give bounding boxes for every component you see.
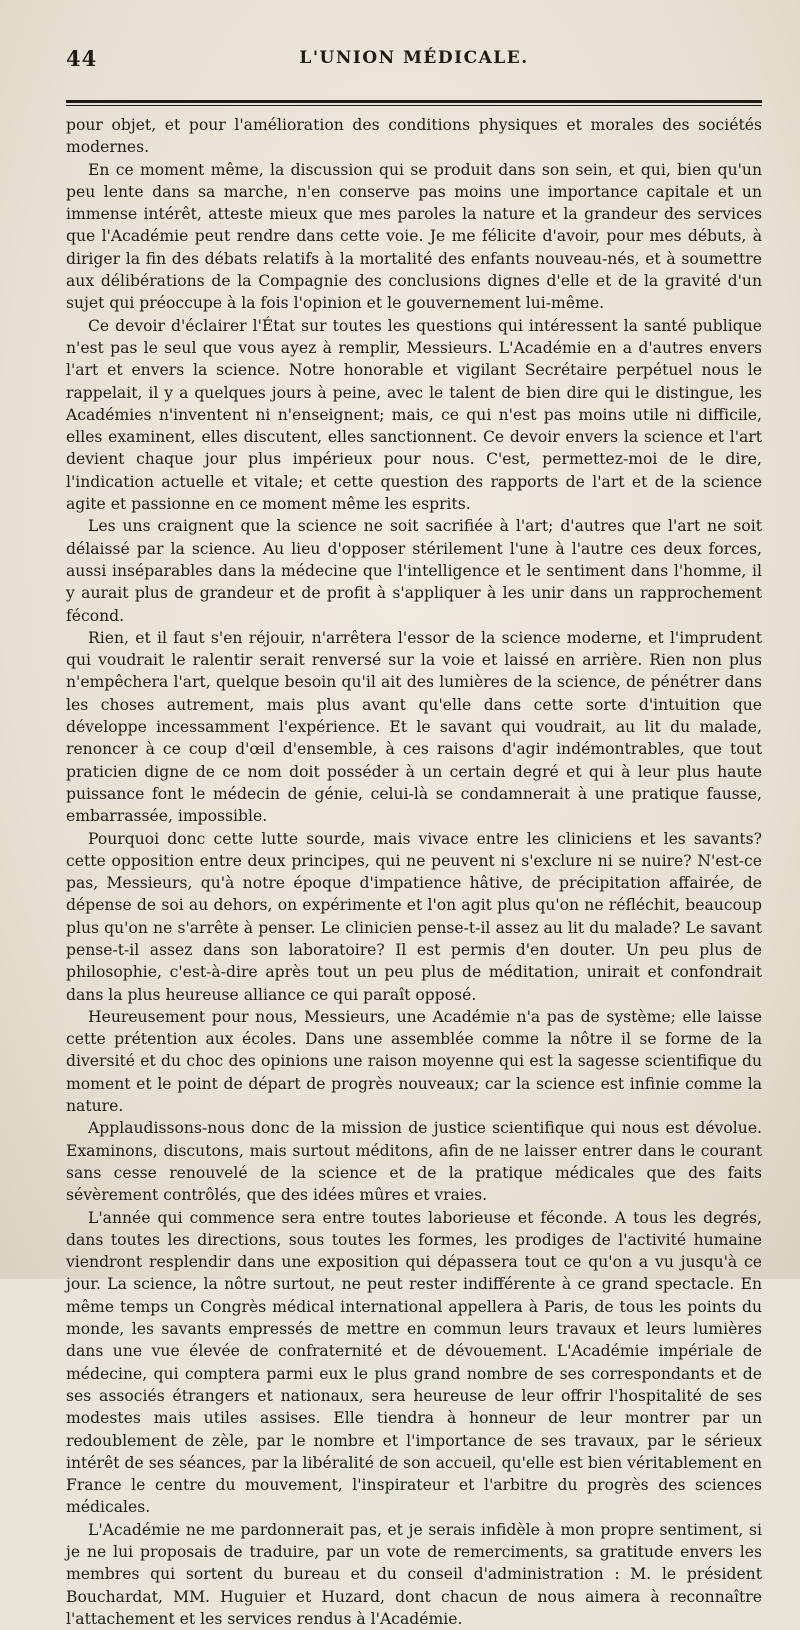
paragraph: Ce devoir d'éclairer l'État sur toutes les questions qui intéressent la santé publique n'est pas le seul que vous ayez à remplir, Messieurs. L'Académie en a d'autres envers l'art et envers la science. Notre honorable et vigilant Secrétaire perpétuel nous le rappelait, il y a quelques jours à peine, avec le talent de bien dire qui le distingue, les Académies n'inventent ni n'enseignent; mais, ce qui n'est pas moins utile ni difficile, elles examinent, elles discutent, elles sanctionnent. Ce devoir envers la science et l'art devient chaque jour plus impérieux pour nous. C'est, permettez-moi de le dire, l'indication actuelle et vitale; et cette question des rapports de l'art et de la science agite et passionne en ce moment même les esprits. [66,316,762,514]
page-header [66,36,762,71]
paragraph: L'Académie ne me pardonnerait pas, et je serais infidèle à mon propre sentiment, si je ne lui proposais de traduire, par un vote de remerciments, sa gratitude envers les membres qui sortent du bureau et du conseil d'administration : M. le président Bouchardat, MM. Huguier et Huzard, dont chacun de nous aimera à reconnaître l'attachement et les services rendus à l'Académie. [66,1520,762,1628]
paragraph: L'année qui commence sera entre toutes laborieuse et féconde. A tous les degrés, dans toutes les directions, sous toutes les formes, les prodiges de l'activité humaine viendront resplendir dans une exposition qui dépassera tout ce qu'on a vu jusqu'à ce jour. La science, la nôtre surtout, ne peut rester indifférente à ce grand spectacle. En même temps un Congrès médical international appellera à Paris, de tous les points du monde, les savants empressés de mettre en commun leurs travaux et leurs lumières dans une vue élevée de confraternité et de dévouement. L'Académie impériale de médecine, qui comptera parmi eux le plus grand nombre de ses correspondants et de ses associés étrangers et nationaux, sera heureuse de leur offrir l'hospitalité de ses modestes mais utiles assises. Elle tiendra à honneur de leur montrer par un redoublement de zèle, par le nombre et l'importance de ses travaux, par le sérieux intérêt de ses séances, par la libéralité de son accueil, qu'elle est bien véritablement en France le centre du mouvement, l'inspirateur et l'arbitre du progrès des sciences médicales. [66,1208,762,1517]
paragraph: Les uns craignent que la science ne soit sacrifiée à l'art; d'autres que l'art ne soit délaissé par la science. Au lieu d'opposer stérilement l'une à l'autre ces deux forces, aussi inséparables dans la médecine que l'intelligence et le sentiment dans l'homme, il y aurait plus de grandeur et de profit à s'appliquer à les unir dans un rapprochement fécond. [66,517,762,625]
running-title: L'UNION MÉDICALE. [299,48,529,68]
header-rule [66,100,762,106]
paragraph: En ce moment même, la discussion qui se produit dans son sein, et qui, bien qu'un peu lente dans sa marche, n'en conserve pas moins une importance capitale et un immense intérêt, atteste mieux que mes paroles la nature et la grandeur des services que l'Académie peut rendre dans cette voie. Je me félicite d'avoir, pour mes débuts, à diriger la fin des débats relatifs à la mortalité des enfants nouveau-nés, et à soumettre aux délibérations de la Compagnie des conclusions dignes d'elle et de la gravité d'un sujet qui préoccupe à la fois l'opinion et le gouvernement lui-même. [66,160,762,313]
paragraph-continuation: pour objet, et pour l'amélioration des conditions physiques et morales des sociétés modernes. [66,116,762,157]
paragraph: Rien, et il faut s'en réjouir, n'arrêtera l'essor de la science moderne, et l'imprudent qui voudrait le ralentir serait renversé sur la voie et laissé en arrière. Rien non plus n'empêchera l'art, quelque besoin qu'il ait des lumières de la science, de pénétrer dans les choses autrement, mais plus avant qu'elle dans cette sorte d'intuition que développe incessamment l'expérience. Et le savant qui voudrait, au lit du malade, renoncer à ce coup d'œil d'ensemble, à ces raisons d'agir indémontrables, que tout praticien digne de ce nom doit posséder à un certain degré et qui à leur plus haute puissance font le médecin de génie, celui-là se condamnerait à une pratique fausse, embarrassée, impossible. [66,628,762,826]
paragraph: Heureusement pour nous, Messieurs, une Académie n'a pas de système; elle laisse cette prétention aux écoles. Dans une assemblée comme la nôtre il se forme de la diversité et du choc des opinions une raison moyenne qui est la sagesse scientifique du moment et le point de départ de progrès nouveaux; car la science est infinie comme la nature. [66,1007,762,1116]
page-number: 44 [66,46,98,71]
paragraph: Pourquoi donc cette lutte sourde, mais vivace entre les cliniciens et les savants? cette opposition entre deux principes, qui ne peuvent ni s'exclure ni se nuire? N'est-ce pas, Messieurs, qu'à notre époque d'impatience hâtive, de précipitation affairée, de dépense de soi au dehors, on expérimente et l'on agit plus qu'on ne réfléchit, beaucoup plus qu'on ne s'arrête à penser. Le clinicien pense-t-il assez au lit du malade? Le savant pense-t-il assez dans son laboratoire? Il est permis d'en douter. Un peu plus de philosophie, c'est-à-dire après tout un peu plus de méditation, unirait et confondrait dans la plus heureuse alliance ce qui paraît opposé. [66,829,762,1004]
article-body [66,114,762,1630]
paragraph: Applaudissons-nous donc de la mission de justice scientifique qui nous est dévolue. Examinons, discutons, mais surtout méditons, afin de ne laisser entrer dans le courant sans cesse renouvelé de la science et de la pratique médicales que des faits sévèrement contrôlés, que des idées mûres et vraies. [66,1119,762,1205]
